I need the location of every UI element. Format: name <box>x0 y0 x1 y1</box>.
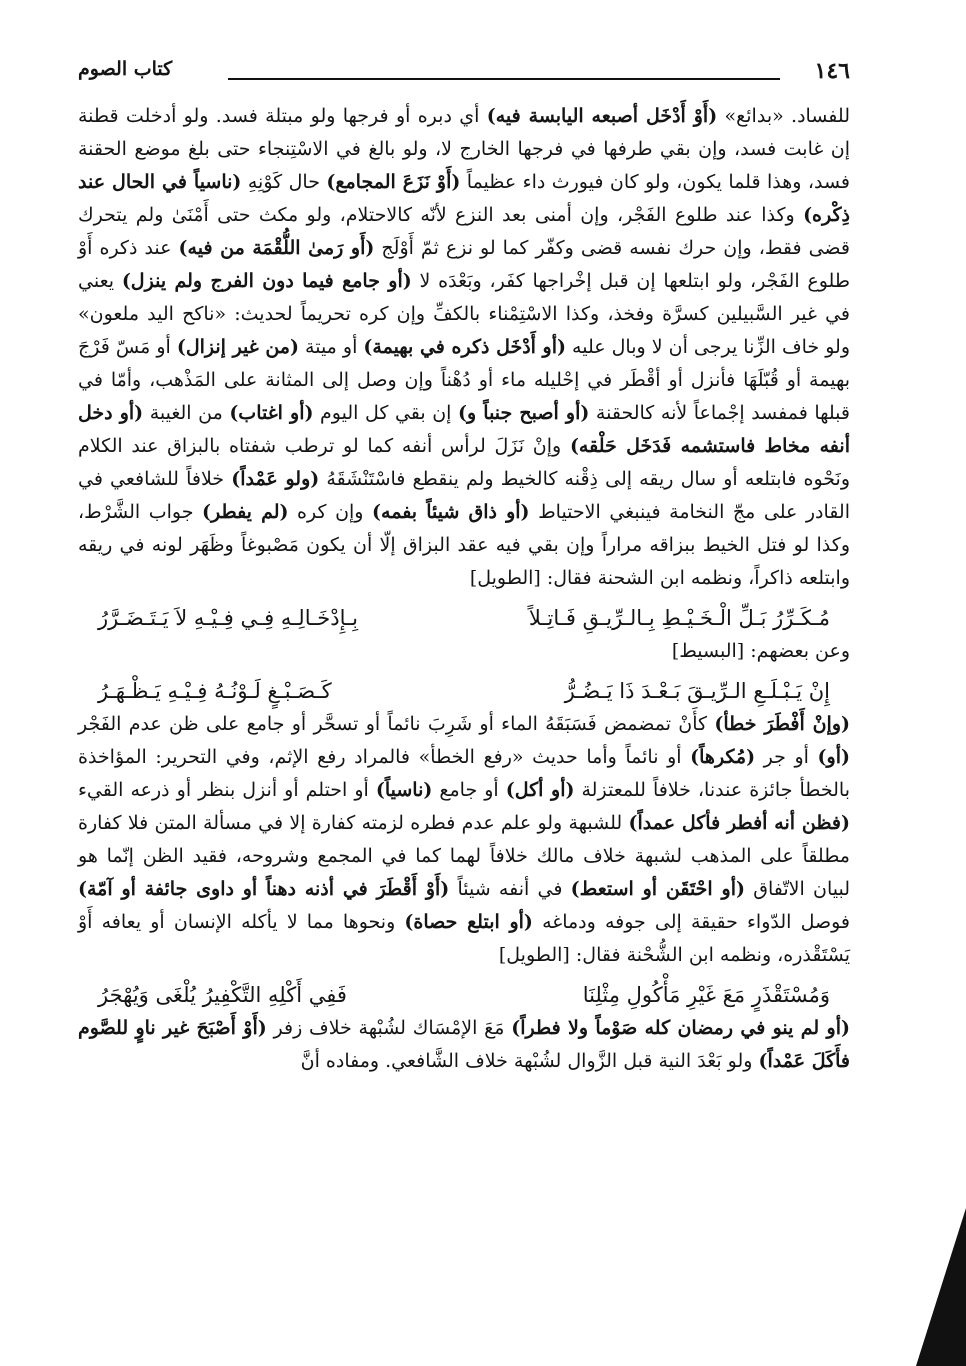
text-run: ولو بَعْدَ النية قبل الزَّوال لشُبْهة خلاف الشَّافعي. ومفاده أنَّ <box>300 1050 759 1072</box>
matn-text: (أَوْ أَدْخَل أصبعه اليابسة فيه) <box>486 105 718 127</box>
verse-1 <box>78 595 850 635</box>
matn-text: (وإنْ أَفْطَرَ خطأ) <box>714 713 850 735</box>
header-rule <box>228 78 780 80</box>
verse-left-hemistich: بِـإِدْخَـالِـهِ فِـي فِـيْـهِ لاَ يَـتَـضَـرَّرُ <box>98 606 358 630</box>
matn-text: (لم يفطر) <box>202 501 289 523</box>
text-run: للفساد. «بدائع» <box>717 105 850 127</box>
text-run: وإن كره <box>288 501 373 523</box>
matn-text: (أو احْتَقَن أو استعط) <box>570 878 745 900</box>
text-run: إن بقي كل اليوم <box>313 402 458 424</box>
verse-right-hemistich: إِنْ يَـبْـلَـعِ الـرِّيـقَ بَـعْـدَ ذَا يَـضُـرُّ <box>564 679 830 703</box>
paragraph-3 <box>78 1012 850 1078</box>
text-run: أو ميتة <box>298 336 364 358</box>
matn-text: (أَوْ أَقْطَرَ في أذنه دهناً أو داوى جائفة أو آمّة) <box>78 878 450 900</box>
text-run: أو نائماً وأما حديث «رفع الخطأ» فالمراد رفع الإثم، وفي التحرير: المؤاخذة بالخطأ جائزة عندنا، خلافاً للمعتزلة <box>78 746 851 801</box>
text-run: مَعَ الإمْسَاك لشُبْهة خلاف زفر <box>266 1017 512 1039</box>
matn-text: (أو جامع فيما دون الفرج ولم ينزل) <box>121 270 412 292</box>
text-run: ونحوها مما لا يأكله الإنسان أو يعافه أَوْ يَسْتَقْذره، ونظمه ابن الشُّحْنة فقال: [الطويل] <box>78 911 850 966</box>
matn-text: (ناسياً) <box>375 779 433 801</box>
text-run: أو مَسّ فَرْجَ بهيمة أو قُبّلَهَا فأنزل أو أقْطَر في إحْليله ماء أو دُهْناً وإن وصل إلى المثانة على المَذْهب، وأمّا في قبلها فمفسد إجْماعاً لأنه كالحقنة <box>78 336 850 424</box>
verse-left-hemistich: فَفِي أَكْلِهِ التَّكْفِيرُ يُلْغَى وَيُهْجَرُ <box>98 983 347 1007</box>
paragraph-1 <box>78 100 850 595</box>
matn-text: (من غير إنزال) <box>176 336 299 358</box>
text-run: للشبهة ولو علم عدم فطره لزمته كفارة إلا في مسألة المتن فلا كفارة مطلقاً على المذهب لشبهة خلاف مالك خلافاً لهما كما في المجمع وشروحه، فقيد الظن إنّما هو لبيان الاتّفاق <box>78 812 850 900</box>
verse-3 <box>78 972 850 1012</box>
text-run: من الغيبة <box>143 402 230 424</box>
page-number: ١٤٦ <box>814 58 850 84</box>
matn-text: (أو ذاق شيئاً بفمه) <box>372 501 530 523</box>
matn-text: (فظن أنه أفطر فأكل عمداً) <box>628 812 850 834</box>
matn-text: (أو أَدْخَل ذكره في بهيمة) <box>363 336 566 358</box>
matn-text: (أو دخل أنفه مخاط فاستشمه فَدَخَل حَلْقه) <box>78 402 850 457</box>
meter-note: وعن بعضهم: [البسيط] <box>671 640 850 662</box>
text-run: في أنفه شيئاً <box>449 878 571 900</box>
matn-text: (أو لم ينو في رمضان كله صَوْماً ولا فطراً) <box>511 1017 850 1039</box>
text-run: أو جامع <box>432 779 506 801</box>
text-run: كأَنْ تمضمض فَسَبَقَهُ الماء أو شَرِبَ نائماً أو تسحَّر أو جامع على ظن عدم الفَجْر <box>78 713 715 735</box>
matn-text: (أو) <box>817 746 850 768</box>
verse-left-hemistich: كَـصَـبْـغٍ لَـوْنُـهُ فِـيْـهِ يَـظْـهَـرُ <box>98 679 332 703</box>
verse-right-hemistich: وَمُسْتَقْذَرٍ مَعَ غَيْرِ مَأْكُولِ مِثْلِنَا <box>582 983 830 1007</box>
matn-text: (أَو رَمىٰ اللُّقْمَة من فيه) <box>178 237 375 259</box>
matn-text: (أو أكل) <box>505 779 575 801</box>
text-run: عند ذكره أَوْ طلوع الفَجْر، ولو ابتلعها إن قبل إخْراجها كفَر، وبَعْدَه لا <box>78 237 850 292</box>
matn-text: (ناسياً في الحال عند ذِكْره) <box>78 171 850 226</box>
text-run: يعني في غير السَّبيلين كسرَّة وفخذ، وكذا الاسْتِمْناء بالكفِّ وإن كره تحريماً لحديث: «ناكح اليد ملعون» ولو خاف الزِّنا يرجى أن لا وبال عليه <box>78 270 851 358</box>
text-run: أي دبره أو فرجها ولو مبتلة فسد. ولو أدخلت قطنة إن غابت فسد، وإن بقي طرفها في فرجها الخارج لا، ولو بالغ في الاسْتِنجاء حتى بلغ موضع الحقنة فسد، وهذا قلما يكون، ولو كان فيورث داء عظيماً <box>78 105 850 193</box>
text-run: وكذا عند طلوع الفَجْر، وإن أمنى بعد النزع لأنّه كالاحتلام، ولو مكث حتى أَمْنَىٰ ولم يتحرك قضى فقط، وإن حرك نفسه قضى وكفّر كما لو نزع ثمّ أَوْلَج <box>78 204 850 259</box>
matn-text: (أَوْ نَزَعَ المجامع) <box>326 171 461 193</box>
text-run: فوصل الدّواء حقيقة إلى جوفه ودماغه <box>532 911 850 933</box>
text-run: خلافاً للشافعي في القادر على مجّ النخامة فينبغي الاحتياط <box>78 468 850 523</box>
matn-text: (أو اغتاب) <box>229 402 314 424</box>
matn-text: (أو ابتلع حصاة) <box>404 911 533 933</box>
text-run: أو جر <box>755 746 818 768</box>
matn-text: (مُكرهاً) <box>690 746 756 768</box>
text-run: أو احتلم أو أنزل بنظر أو ذرعه القيء <box>78 779 376 801</box>
page-corner-shadow <box>916 1208 966 1366</box>
paragraph-2 <box>78 708 850 972</box>
verse-right-hemistich: مُـكَـرِّرُ بَـلِّ الْـخَـيْـطِ بِـالـرِّيـقِ فَـاتِـلاً <box>528 606 830 630</box>
text-run: جواب الشَّرْط، وكذا لو فتل الخيط ببزاقه مراراً وإن بقي فيه عقد البزاق إلّا أن يكون مَصْبوغاً وظَهَر لونه في ريقه وابتلعه ذاكراً، ونظمه ابن الشحنة فقال: [الطويل] <box>78 501 850 589</box>
text-run: حال كَوْنِهِ <box>241 171 327 193</box>
verse-2 <box>78 668 850 708</box>
page-header <box>78 58 850 92</box>
matn-text: (أَوْ أَصْبَحَ غير ناوٍ للصَّوم فأَكَلَ عَمْداً) <box>78 1017 850 1072</box>
matn-text: (ولو عَمْداً) <box>231 468 320 490</box>
matn-text: (أو أصبح جنباً و) <box>458 402 590 424</box>
book-title: كتاب الصوم <box>78 58 173 80</box>
text-run: وإنْ نَزَلَ لرأس أنفه كما لو ترطب شفتاه بالبزاق عند الكلام ونَحْوه فابتلعه أو سال ريقه إلى ذِقْنه كالخيط ولم ينقطع فاسْتَنْشَقَهُ <box>78 435 850 490</box>
page-body <box>78 100 850 1078</box>
